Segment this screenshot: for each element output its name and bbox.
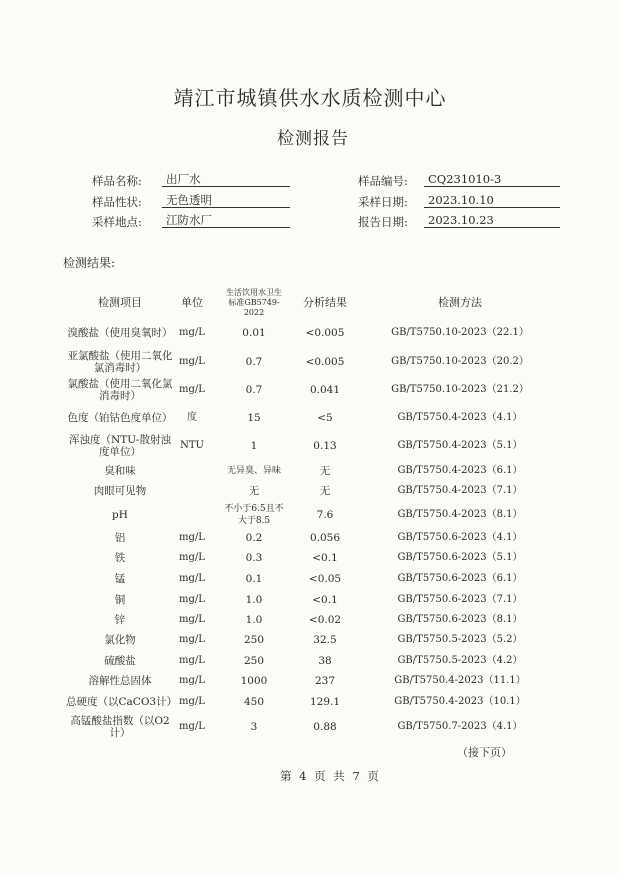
cell-unit: mg/L (179, 573, 205, 584)
cell-unit: mg/L (179, 675, 205, 686)
cell-method: GB/T5750.4-2023（6.1） (397, 465, 523, 476)
cell-standard: 0.7 (245, 356, 263, 368)
cell-item: 铁 (114, 552, 126, 564)
cell-item: 亚氯酸盐（使用二氧化氯消毒时） (67, 350, 173, 374)
cell-item: 硫酸盐 (104, 655, 136, 667)
cell-result: 0.041 (309, 384, 341, 396)
cell-item: 总硬度（以CaCO3计） (66, 696, 178, 708)
cell-method: GB/T5750.7-2023（4.1） (397, 721, 523, 732)
cell-method: GB/T5750.6-2023（4.1） (397, 532, 523, 543)
cell-standard: 1000 (240, 675, 268, 687)
header-result: 分析结果 (303, 296, 347, 309)
cell-unit: mg/L (179, 384, 205, 395)
cell-method: GB/T5750.6-2023（6.1） (397, 573, 523, 584)
cell-unit: mg/L (179, 356, 205, 367)
cell-result: 0.88 (313, 721, 337, 733)
sample-appearance-label: 样品性状: (92, 195, 142, 209)
report-title: 检测报告 (277, 129, 349, 149)
cell-standard: 1.0 (245, 614, 263, 626)
cell-result: <0.1 (312, 594, 338, 606)
cell-item: 色度（铂钴色度单位） (67, 412, 173, 424)
cell-standard: 250 (243, 655, 265, 667)
cell-method: GB/T5750.4-2023（10.1） (394, 696, 526, 707)
cell-method: GB/T5750.4-2023（8.1） (397, 509, 523, 520)
cell-unit: NTU (180, 440, 204, 451)
cell-method: GB/T5750.6-2023（7.1） (397, 594, 523, 605)
cell-method: GB/T5750.6-2023（5.1） (397, 552, 523, 563)
cell-method: GB/T5750.10-2023（21.2） (391, 384, 529, 395)
sample-number-label: 样品编号: (358, 174, 408, 188)
cell-standard: 无 (248, 485, 260, 497)
cell-standard: 0.2 (245, 532, 263, 544)
cell-standard: 1 (250, 440, 258, 452)
cell-method: GB/T5750.4-2023（5.1） (397, 440, 523, 451)
sampling-location-value: 江防水厂 (162, 213, 290, 228)
sampling-date-value: 2023.10.10 (424, 193, 560, 208)
header-unit: 单位 (181, 296, 203, 309)
sampling-location-label: 采样地点: (92, 215, 142, 229)
cell-standard: 0.1 (245, 573, 263, 585)
cell-unit: mg/L (179, 655, 205, 666)
cell-result: <0.02 (308, 614, 342, 626)
cell-method: GB/T5750.4-2023（7.1） (397, 485, 523, 496)
cell-item: 锌 (114, 614, 126, 626)
cell-standard: 1.0 (245, 594, 263, 606)
cell-unit: mg/L (179, 721, 205, 732)
cell-unit: mg/L (179, 552, 205, 563)
cell-unit: mg/L (179, 327, 205, 338)
sample-number-value: CQ231010-3 (424, 172, 560, 187)
header-item: 检测项目 (98, 296, 142, 309)
header-method: 检测方法 (438, 296, 482, 309)
cell-standard: 3 (250, 721, 258, 733)
cell-method: GB/T5750.5-2023（4.2） (397, 655, 523, 666)
cell-item: 氯化物 (104, 634, 136, 646)
cell-unit: mg/L (179, 634, 205, 645)
page-footer: 第 4 页 共 7 页 (280, 769, 379, 783)
report-date-label: 报告日期: (358, 215, 408, 229)
cell-standard: 无异臭、异味 (226, 466, 281, 476)
cell-item: 锰 (114, 573, 126, 585)
cell-item: 浑浊度（NTU-散射浊度单位） (69, 434, 171, 458)
cell-result: <0.005 (305, 327, 345, 339)
cell-standard: 15 (247, 412, 261, 424)
header-standard: 生活饮用水卫生标准GB5749-2022 (226, 288, 282, 317)
cell-method: GB/T5750.4-2023（4.1） (397, 412, 523, 423)
cell-item: 氯酸盐（使用二氧化氯消毒时） (67, 378, 173, 402)
cell-item: 高锰酸盐指数（以O2计） (70, 715, 170, 739)
cell-unit: mg/L (179, 594, 205, 605)
cell-unit: 度 (187, 412, 197, 423)
continued-note: （接下页） (457, 746, 512, 759)
cell-result: <0.05 (308, 573, 342, 585)
cell-result: <0.005 (305, 356, 345, 368)
cell-item: 溴酸盐（使用臭氧时） (67, 327, 173, 339)
cell-item: pH (112, 509, 128, 521)
cell-result: 237 (314, 675, 336, 687)
cell-method: GB/T5750.6-2023（8.1） (397, 614, 523, 625)
cell-item: 肉眼可见物 (93, 485, 147, 497)
cell-method: GB/T5750.10-2023（22.1） (391, 327, 529, 338)
cell-standard: 0.01 (242, 327, 266, 339)
cell-method: GB/T5750.5-2023（5.2） (397, 634, 523, 645)
cell-result: 129.1 (309, 696, 341, 708)
cell-standard: 250 (243, 634, 265, 646)
sample-name-value: 出厂水 (162, 172, 290, 187)
cell-item: 铝 (114, 532, 126, 544)
organization-name: 靖江市城镇供水水质检测中心 (173, 86, 447, 110)
cell-result: 0.13 (313, 440, 337, 452)
cell-unit: mg/L (179, 696, 205, 707)
cell-item: 铜 (114, 594, 126, 606)
sampling-date-label: 采样日期: (358, 195, 408, 209)
cell-result: 38 (318, 655, 332, 667)
cell-standard: 0.7 (245, 384, 263, 396)
cell-result: 0.056 (309, 532, 341, 544)
results-label: 检测结果: (63, 256, 116, 270)
cell-result: 32.5 (313, 634, 337, 646)
cell-result: 无 (319, 465, 331, 477)
cell-unit: mg/L (179, 532, 205, 543)
cell-method: GB/T5750.10-2023（20.2） (391, 356, 529, 367)
cell-standard: 不小于6.5且不大于8.5 (224, 504, 284, 526)
cell-result: <5 (317, 412, 333, 424)
cell-result: 无 (319, 485, 331, 497)
cell-standard: 450 (243, 696, 265, 708)
cell-standard: 0.3 (245, 552, 263, 564)
report-date-value: 2023.10.23 (424, 213, 560, 228)
cell-item: 臭和味 (104, 465, 136, 477)
sample-name-label: 样品名称: (92, 174, 142, 188)
cell-unit: mg/L (179, 614, 205, 625)
cell-item: 溶解性总固体 (88, 675, 152, 687)
cell-result: <0.1 (312, 552, 338, 564)
sample-appearance-value: 无色透明 (162, 193, 290, 208)
cell-method: GB/T5750.4-2023（11.1） (394, 675, 526, 686)
cell-result: 7.6 (316, 509, 334, 521)
